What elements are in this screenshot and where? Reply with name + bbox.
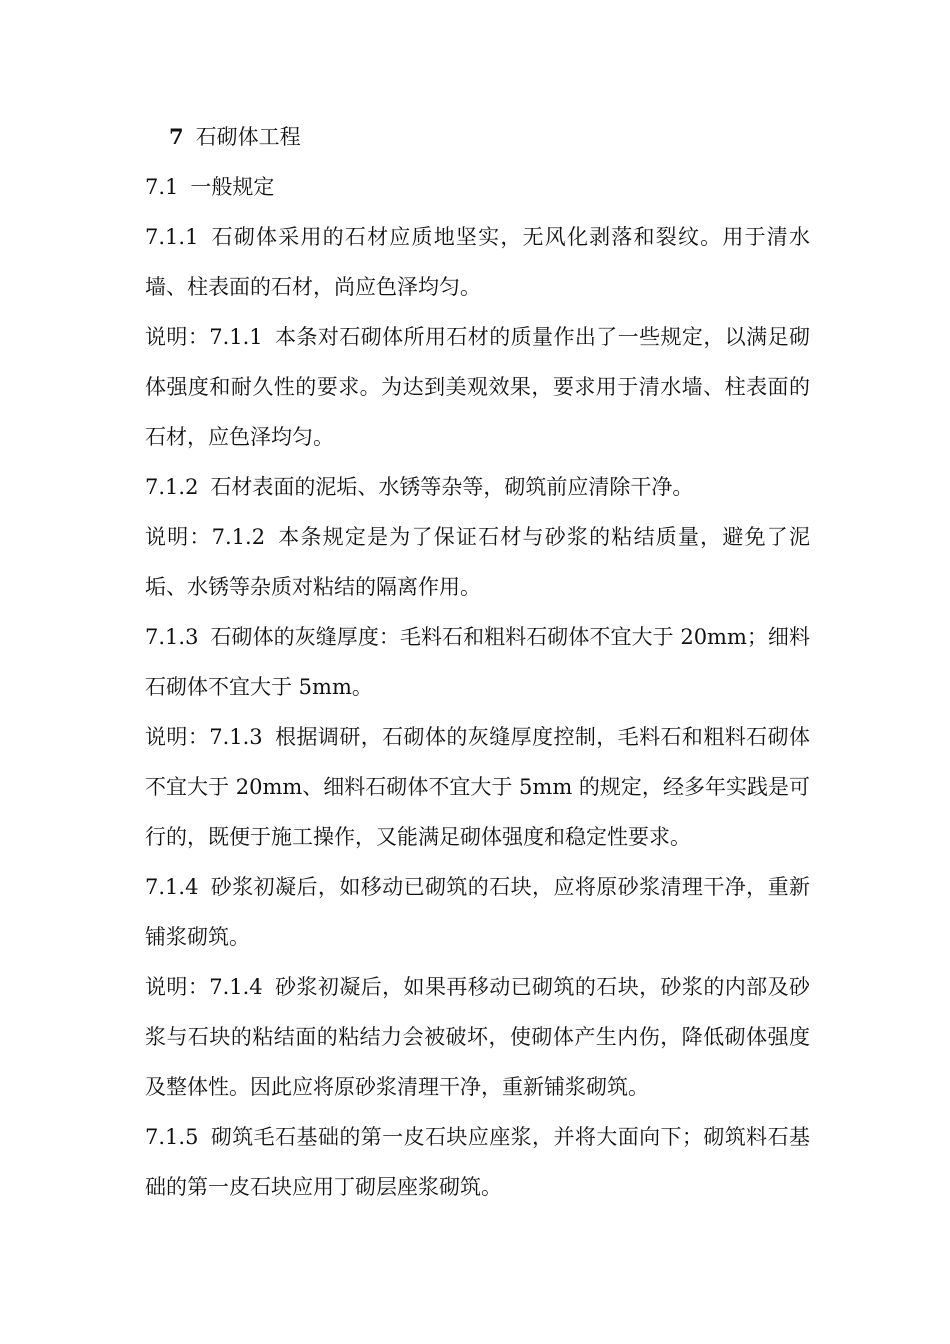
note-paragraph	[145, 962, 810, 1112]
chapter-heading	[145, 112, 810, 162]
clause-paragraph	[145, 462, 810, 512]
note-text: 本条对石砌体所用石材的质量作出了一些规定，以满足砌体强度和耐久性的要求。为达到美观效果，要求用于清水墙、柱表面的石材，应色泽均匀。	[145, 325, 810, 449]
note-paragraph	[145, 312, 810, 462]
note-paragraph	[145, 712, 810, 862]
clause-text: 石砌体采用的石材应质地坚实，无风化剥落和裂纹。用于清水墙、柱表面的石材，尚应色泽均匀。	[145, 225, 810, 299]
section-number: 7.1	[145, 175, 179, 199]
clause-text: 砌筑毛石基础的第一皮石块应座浆，并将大面向下；砌筑料石基础的第一皮石块应用丁砌层座浆砌筑。	[145, 1125, 810, 1199]
note-text: 砂浆初凝后，如果再移动已砌筑的石块，砂浆的内部及砂浆与石块的粘结面的粘结力会被破坏，使砌体产生内伤，降低砌体强度及整体性。因此应将原砂浆清理干净，重新铺浆砌筑。	[145, 975, 810, 1099]
section-heading	[145, 162, 810, 212]
note-prefix: 说明：7.1.4	[145, 975, 263, 999]
note-prefix: 说明：7.1.1	[145, 325, 263, 349]
clause-paragraph	[145, 212, 810, 312]
note-text: 根据调研，石砌体的灰缝厚度控制，毛料石和粗料石砌体不宜大于 20mm、细料石砌体不宜大于 5mm 的规定，经多年实践是可行的，既便于施工操作，又能满足砌体强度和稳定性要求。	[145, 725, 810, 849]
section-title: 一般规定	[190, 175, 275, 199]
note-paragraph	[145, 512, 810, 612]
clause-text: 砂浆初凝后，如移动已砌筑的石块，应将原砂浆清理干净，重新铺浆砌筑。	[145, 875, 810, 949]
document-body	[145, 112, 810, 1212]
clause-text: 石材表面的泥垢、水锈等杂等，砌筑前应清除干净。	[210, 475, 694, 499]
chapter-title: 石砌体工程	[195, 125, 301, 149]
clause-text: 石砌体的灰缝厚度：毛料石和粗料石砌体不宜大于 20mm；细料石砌体不宜大于 5mm。	[145, 625, 810, 699]
clause-number: 7.1.3	[145, 625, 199, 649]
clause-paragraph	[145, 862, 810, 962]
note-prefix: 说明：7.1.3	[145, 725, 263, 749]
note-prefix: 说明：7.1.2	[145, 525, 266, 549]
clause-paragraph	[145, 612, 810, 712]
clause-number: 7.1.4	[145, 875, 199, 899]
clause-number: 7.1.2	[145, 475, 199, 499]
note-text: 本条规定是为了保证石材与砂浆的粘结质量，避免了泥垢、水锈等杂质对粘结的隔离作用。	[145, 525, 811, 599]
clause-number: 7.1.5	[145, 1125, 199, 1149]
chapter-number: 7	[169, 124, 184, 149]
clause-paragraph	[145, 1112, 810, 1212]
clause-number: 7.1.1	[145, 225, 199, 249]
